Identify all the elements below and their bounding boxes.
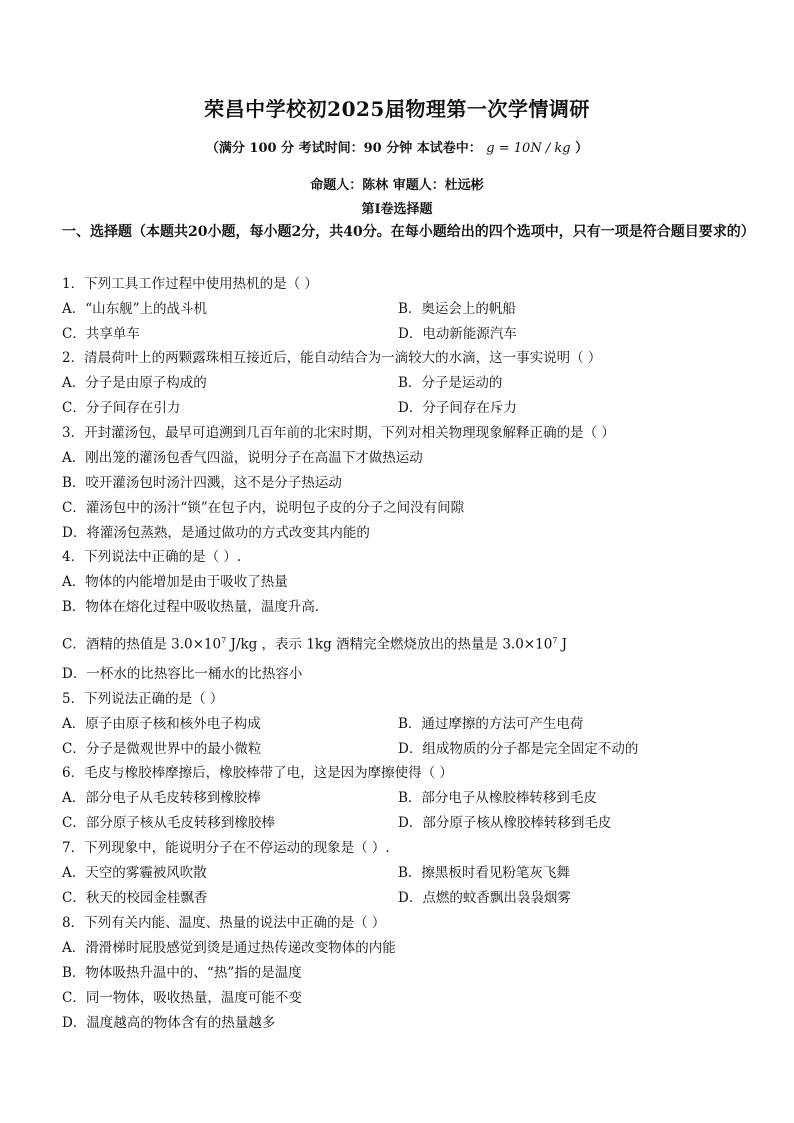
option-b: B．物体在熔化过程中吸收热量，温度升高． <box>62 599 329 615</box>
gravity-value: g = 10N / kg <box>486 141 571 156</box>
question-stem: 6．毛皮与橡胶棒摩擦后，橡胶棒带了电，这是因为摩擦使得（ ） <box>62 765 453 781</box>
question-stem: 2．清晨荷叶上的两颗露珠相互接近后，能自动结合为一滴较大的水滴，这一事实说明（ ） <box>62 350 602 366</box>
option-b: B．擦黑板时看见粉笔灰飞舞 <box>398 865 570 881</box>
option-c: C．灌汤包中的汤汁“锁”在包子内，说明包子皮的分子之间没有间隙 <box>62 500 465 516</box>
part-heading: 第Ⅰ卷选择题 <box>361 202 433 217</box>
option-c-part3: J <box>557 636 568 653</box>
authors-line: 命题人：陈林 审题人：杜远彬 <box>310 178 484 193</box>
option-b: B．咬开灌汤包时汤汁四溅，这不是分子热运动 <box>62 475 342 491</box>
option-a: A．刚出笼的灌汤包香气四溢，说明分子在高温下才做热运动 <box>62 450 423 466</box>
option-a: A．天空的雾霾被风吹散 <box>62 865 207 881</box>
option-d: D．组成物质的分子都是完全固定不动的 <box>398 741 639 757</box>
option-b: B．通过摩擦的方法可产生电荷 <box>398 716 584 732</box>
question-stem: 7．下列现象中，能说明分子在不停运动的现象是（ ）. <box>62 840 390 856</box>
question-stem: 4．下列说法中正确的是（ ）. <box>62 549 242 565</box>
option-c: C．同一物体，吸收热量，温度可能不变 <box>62 990 302 1006</box>
section-heading: 一、选择题（本题共20小题，每小题2分，共40分。在每小题给出的四个选项中，只有一项是符合题目要求的） <box>62 224 755 240</box>
subtitle-text: （满分 100 分 考试时间：90 分钟 本试卷中： <box>205 141 482 156</box>
exponent: 7 <box>552 636 558 645</box>
option-a: A．部分电子从毛皮转移到橡胶棒 <box>62 790 261 806</box>
exam-title: 荣昌中学校初2025届物理第一次学情调研 <box>204 97 590 121</box>
question-stem: 8．下列有关内能、温度、热量的说法中正确的是（ ） <box>62 915 386 931</box>
option-d: D．温度越高的物体含有的热量越多 <box>62 1015 276 1031</box>
option-b: B．分子是运动的 <box>398 375 503 391</box>
exponent: 7 <box>221 636 227 645</box>
option-b: B．部分电子从橡胶棒转移到毛皮 <box>398 790 597 806</box>
option-c: C．共享单车 <box>62 326 140 342</box>
option-d: D．点燃的蚊香飘出袅袅烟雾 <box>398 890 571 906</box>
option-c <box>62 632 567 654</box>
option-a: A．物体的内能增加是由于吸收了热量 <box>62 574 288 590</box>
option-a: A．分子是由原子构成的 <box>62 375 207 391</box>
option-d: D．分子间存在斥力 <box>398 400 517 416</box>
subtitle-end: ） <box>575 141 589 156</box>
exam-subtitle <box>0 137 794 156</box>
question-stem: 3．开封灌汤包，最早可追溯到几百年前的北宋时期，下列对相关物理现象解释正确的是（ ） <box>62 425 615 441</box>
option-c: C．部分原子核从毛皮转移到橡胶棒 <box>62 815 275 831</box>
option-c: C．分子间存在引力 <box>62 400 181 416</box>
option-a: A．滑滑梯时屁股感觉到烫是通过热传递改变物体的内能 <box>62 940 396 956</box>
option-a: A．原子由原子核和核外电子构成 <box>62 716 261 732</box>
option-c-part2: J/kg ，表示 1kg 酒精完全燃烧放出的热量是 3.0×10 <box>226 636 553 653</box>
option-b: B．物体吸热升温中的、“热”指的是温度 <box>62 965 302 981</box>
question-stem: 1．下列工具工作过程中使用热机的是（ ） <box>62 276 318 292</box>
option-c: C．分子是微观世界中的最小微粒 <box>62 741 262 757</box>
option-d: D．一杯水的比热容比一桶水的比热容小 <box>62 666 303 682</box>
option-d: D．部分原子核从橡胶棒转移到毛皮 <box>398 815 612 831</box>
option-c-part1: C．酒精的热值是 3.0×10 <box>62 636 222 653</box>
option-b: B．奥运会上的帆船 <box>398 301 516 317</box>
question-stem: 5．下列说法正确的是（ ） <box>62 691 224 707</box>
option-a: A．“山东舰”上的战斗机 <box>62 301 208 317</box>
option-c: C．秋天的校园金桂飘香 <box>62 890 208 906</box>
option-d: D．将灌汤包蒸熟，是通过做功的方式改变其内能的 <box>62 525 370 541</box>
option-d: D．电动新能源汽车 <box>398 326 517 342</box>
